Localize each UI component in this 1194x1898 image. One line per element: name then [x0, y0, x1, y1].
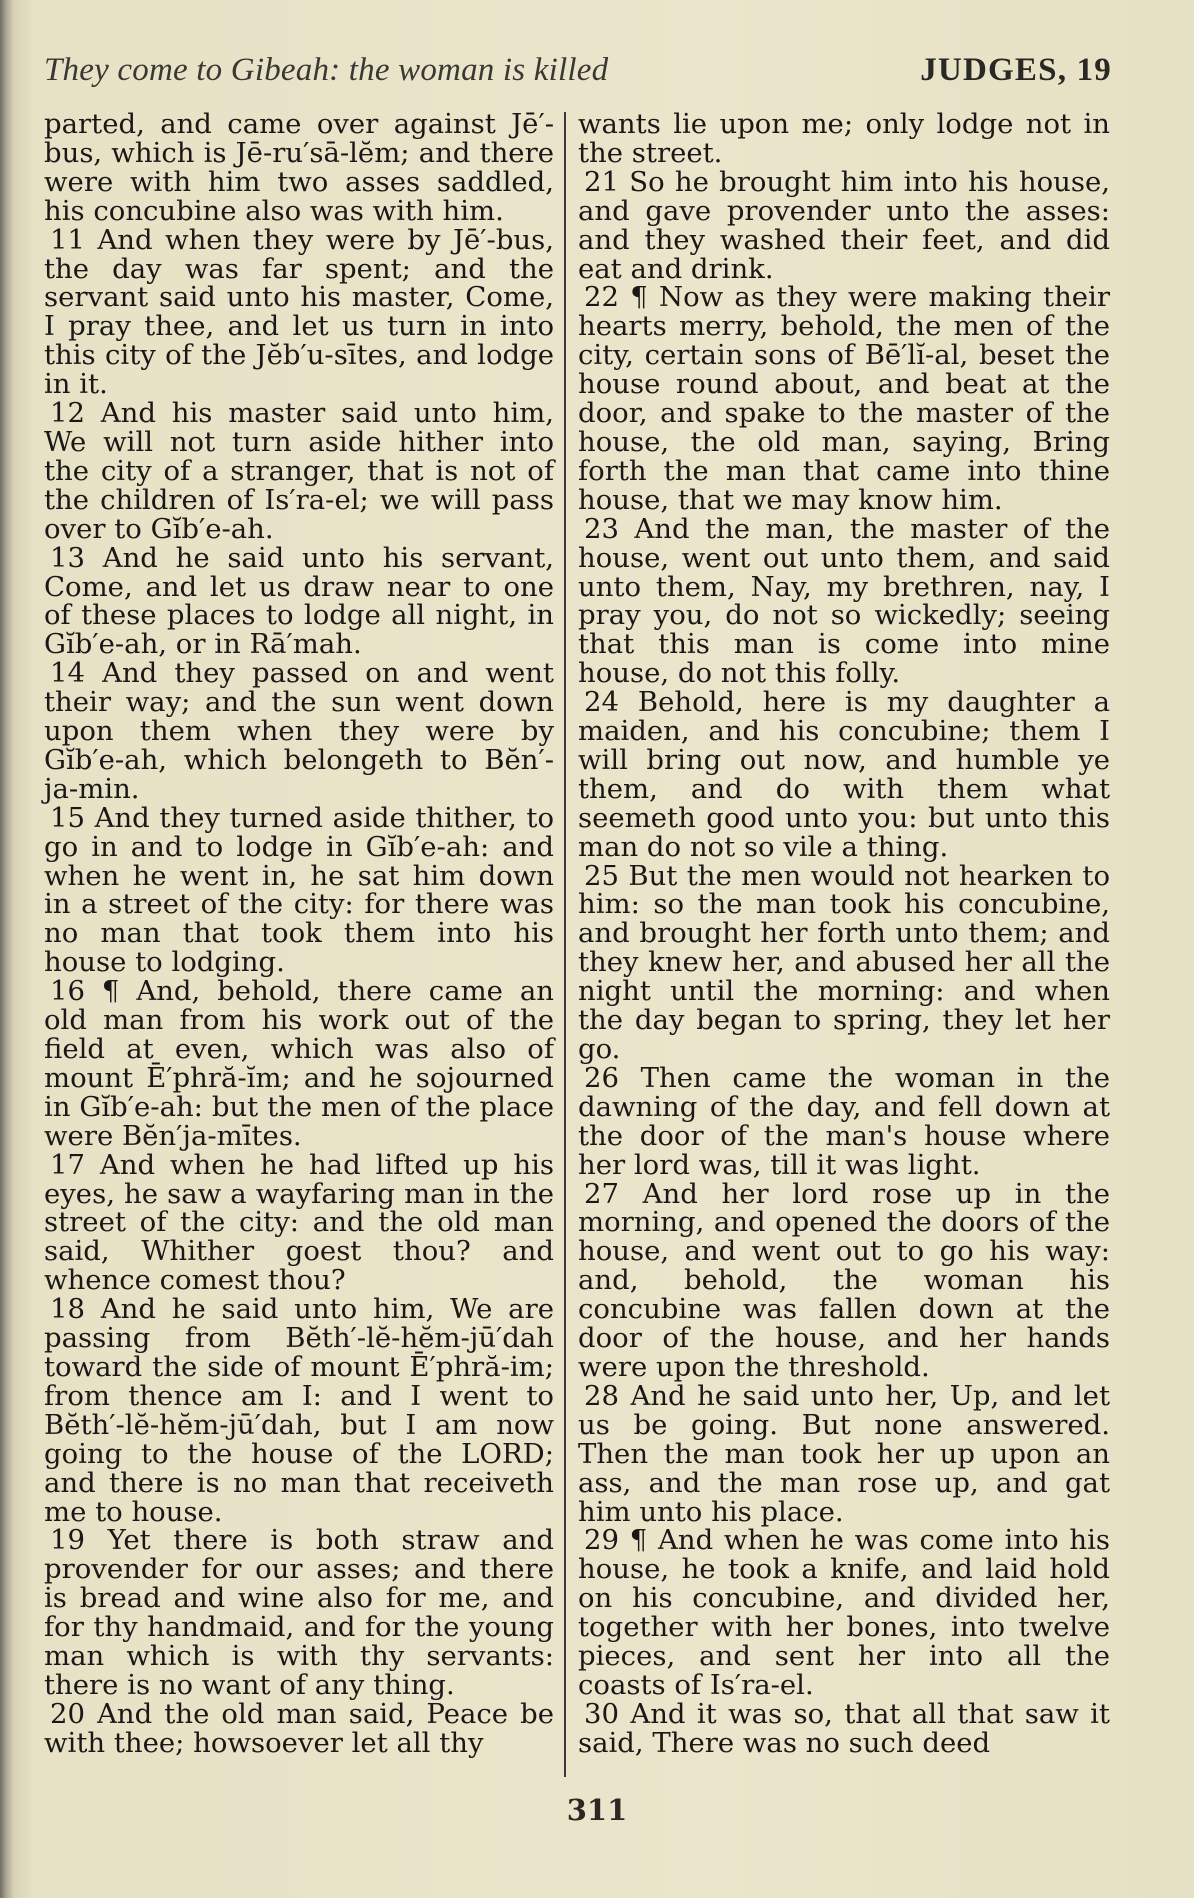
verse-25: 25 But the men would not hearken to him: so the man took his concubine, and brought her forth unto them; and they knew her, and abused her all the night until the morning: and when the day began to spring, they let her go.	[578, 859, 1110, 1065]
verse-26: 26 Then came the woman in the dawning of the day, and fell down at the door of the man's house where her lord was, till it was light.	[578, 1061, 1110, 1181]
running-head: They come to Gibeah: the woman is killed	[44, 52, 609, 88]
verse-continuation: parted, and came over against Jē′-bus, which is Jē-ru′sā-lĕm; and there were with him two asses saddled, his concubine also was with him.	[44, 108, 554, 227]
verse-27: 27 And her lord rose up in the morning, and opened the doors of the house, and went out to go his way: and, behold, the woman his concubine was fallen down at the door of the house, and her hands were upon the threshold.	[578, 1177, 1110, 1383]
verse-11: 11 And when they were by Jē′-bus, the day was far spent; and the servant said unto his master, Come, I pray thee, and let us turn in into this city of the Jĕb′u-sītes, and lodge in it.	[44, 223, 554, 401]
column-divider	[564, 112, 566, 1777]
verse-21: 21 So he brought him into his house, and gave provender unto the asses: and they washed their feet, and did eat and drink.	[578, 165, 1110, 285]
verse-13: 13 And he said unto his servant, Come, and let us draw near to one of these places to lodge all night, in Gĭb′e-ah, or in Rā′mah.	[44, 541, 554, 661]
verse-19: 19 Yet there is both straw and provender for our asses; and there is bread and wine also for me, and for thy handmaid, and for the young man which is with thy servants: there is no want of any thing.	[44, 1524, 554, 1701]
verse-16: 16 ¶ And, behold, there came an old man from his work out of the field at even, which was also of mount Ē′phră-ĭm; and he sojourned in Gĭb′e-ah: but the men of the place were Bĕn′ja-mītes.	[44, 975, 554, 1152]
verse-18: 18 And he said unto him, We are passing from Bĕth′-lĕ-hĕm-jū′dah toward the side of mount Ē′phră-im; from thence am I: and I went to Bĕth′-lĕ-hĕm-jū′dah, but I am now going to the house of the LORD; and there is no man that receiveth me to house.	[44, 1293, 554, 1528]
right-column	[578, 110, 1110, 1790]
verse-continuation: wants lie upon me; only lodge not in the street.	[578, 108, 1110, 169]
verse-20: 20 And the old man said, Peace be with thee; howsoever let all thy	[44, 1697, 554, 1759]
page-number: 311	[566, 1793, 628, 1827]
verse-14: 14 And they passed on and went their way; and the sun went down upon them when they were by Gĭb′e-ah, which belongeth to Bĕn′-ja-min.	[44, 657, 554, 805]
verse-30: 30 And it was so, that all that saw it said, There was no such deed	[578, 1697, 1110, 1759]
verse-28: 28 And he said unto her, Up, and let us be going. But none answered. Then the man took her up upon an ass, and the man rose up, and gat him unto his place.	[578, 1379, 1110, 1528]
verse-24: 24 Behold, here is my daughter a maiden, and his concubine; them I will bring out now, and humble ye them, and do with them what seemeth good unto you: but unto this man do not so vile a thing.	[578, 686, 1110, 863]
verse-23: 23 And the man, the master of the house, went out unto them, and said unto them, Nay, my brethren, nay, I pray you, do not so wickedly; seeing that this man is come into mine house, do not this folly.	[578, 512, 1110, 690]
verse-29: 29 ¶ And when he was come into his house, he took a knife, and laid hold on his concubine, and divided her, together with her bones, into twelve pieces, and sent her into all the coasts of Is′ra-el.	[578, 1524, 1110, 1701]
verse-15: 15 And they turned aside thither, to go in and to lodge in Gĭb′e-ah: and when he went in, he sat him down in a street of the city: for there was no man that took them into his house to lodging.	[44, 801, 554, 979]
book-chapter-reference: JUDGES, 19	[920, 52, 1112, 88]
verse-17: 17 And when he had lifted up his eyes, he saw a wayfaring man in the street of the city: and the old man said, Whither goest thou? and whence comest thou?	[44, 1148, 554, 1297]
page-header	[44, 52, 1112, 100]
verse-22: 22 ¶ Now as they were making their hearts merry, behold, the men of the city, certain sons of Bē′lĭ-al, beset the house round about, and beat at the door, and spake to the master of the house, the old man, saying, Bring forth the man that came into thine house, that we may know him.	[578, 281, 1110, 516]
verse-12: 12 And his master said unto him, We will not turn aside hither into the city of a stranger, that is not of the children of Is′ra-el; we will pass over to Gĭb′e-ah.	[44, 397, 554, 545]
left-column	[44, 110, 554, 1790]
